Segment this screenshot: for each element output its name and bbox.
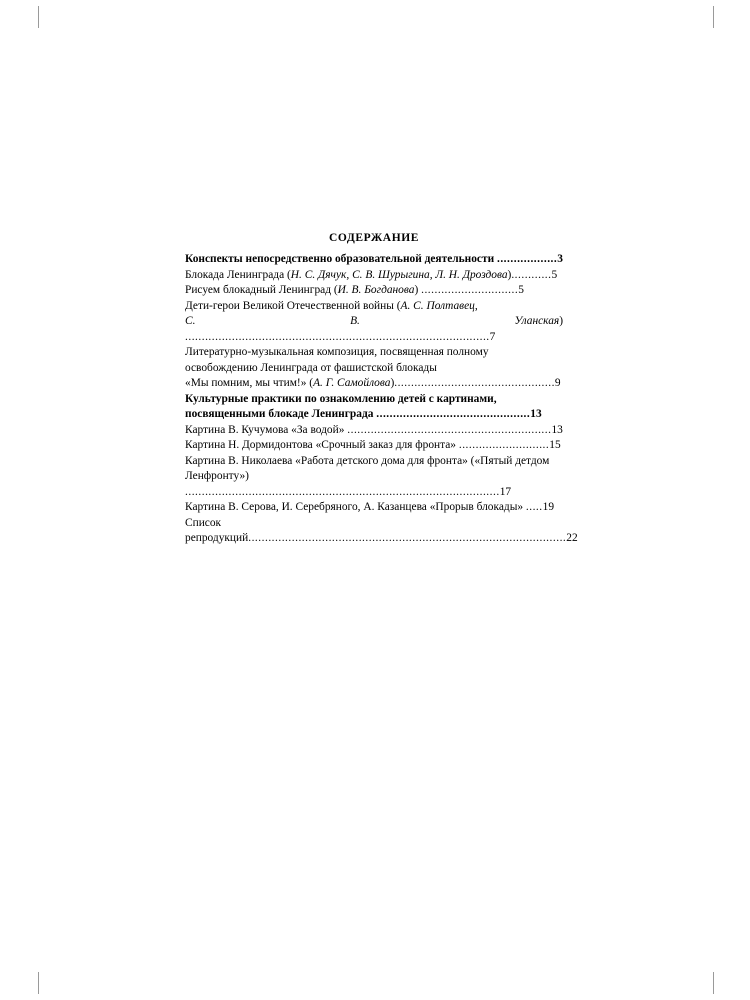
toc-entry-title: ) <box>414 284 422 296</box>
toc-page-number: 13 <box>530 408 542 420</box>
toc-leader-dots: ................................................ <box>394 377 555 389</box>
toc-leader-dots: .................. <box>496 253 558 265</box>
toc-entry-title: ) <box>507 268 512 281</box>
toc-entry[interactable] <box>185 423 563 439</box>
toc-page-number: 7 <box>489 330 496 343</box>
toc-page-number: 13 <box>551 423 563 436</box>
toc-page-number: 19 <box>542 501 555 513</box>
toc-leader-dots: .............................................. <box>376 408 531 420</box>
crop-mark-bottom-right <box>713 972 714 994</box>
toc-page-number: 15 <box>549 439 561 451</box>
toc-entry[interactable] <box>185 268 563 284</box>
crop-mark-bottom-left <box>38 972 39 994</box>
toc-entry[interactable] <box>185 516 578 547</box>
toc-entry-author: С. В. Уланская <box>185 315 560 327</box>
toc-entry[interactable] <box>185 500 563 516</box>
toc-page-number: 5 <box>518 284 524 296</box>
toc-entry-title: Литературно-музыкальная композиция, посвященная полному <box>185 346 489 358</box>
toc-leader-dots: ..... <box>525 501 543 513</box>
toc-entry[interactable] <box>185 299 563 315</box>
toc-entry-author: А. Г. Самойлова <box>313 377 391 389</box>
toc-leader-dots: .............................................................................................. <box>185 485 500 498</box>
toc-entry-title: Культурные практики по ознакомлению детей с картинами, <box>185 392 497 405</box>
toc-entry[interactable] <box>185 361 563 377</box>
toc-entry-title: Список репродукций <box>185 516 249 544</box>
toc-entry-title: ) <box>559 315 563 327</box>
toc-entry[interactable] <box>185 314 563 345</box>
toc-entry-title: Ленфронту») <box>185 470 249 482</box>
toc-page-number: 17 <box>499 485 512 498</box>
toc-entry[interactable] <box>185 469 563 500</box>
crop-mark-top-right <box>713 6 714 28</box>
table-of-contents <box>185 232 578 547</box>
toc-entry-title: освобождению Ленинграда от фашистской блокады <box>185 361 437 374</box>
toc-leader-dots: ............................................................. <box>347 423 552 436</box>
toc-page-number: 3 <box>557 253 563 265</box>
toc-leader-dots: ............................................................................................... <box>248 532 567 544</box>
toc-entry-title: Картина В. Николаева «Работа детского дома для фронта» («Пятый детдом <box>185 454 550 467</box>
toc-entry-author: И. В. Богданова <box>337 284 415 296</box>
toc-leader-dots: ........................... <box>458 439 550 451</box>
toc-entry-title: Конспекты непосредственно образовательной деятельности <box>185 253 497 265</box>
toc-entry[interactable] <box>185 376 563 392</box>
toc-page-number: 9 <box>554 377 561 389</box>
toc-leader-dots: ............................. <box>421 284 519 296</box>
toc-entry-author: Н. С. Дячук, С. В. Шурыгина, Л. Н. Дроздова <box>290 268 508 281</box>
toc-entry-title: посвященными блокаде Ленинграда <box>185 408 377 420</box>
toc-entry[interactable] <box>185 345 563 361</box>
toc-heading: СОДЕРЖАНИЕ <box>328 232 420 244</box>
toc-entry-title: Дети-герои Великой Отечественной войны ( <box>185 299 401 312</box>
toc-entry-title: Картина В. Серова, И. Серебряного, А. Казанцева «Прорыв блокады» <box>185 501 526 513</box>
toc-page-number: 5 <box>551 268 558 281</box>
toc-entry[interactable] <box>185 392 563 408</box>
toc-entry-author: А. С. Полтавец, <box>400 299 478 312</box>
toc-entry[interactable] <box>185 438 563 454</box>
toc-entry-title: ) <box>390 377 395 389</box>
toc-entry-title: Рисуем блокадный Ленинград ( <box>185 284 338 296</box>
toc-page-number: 22 <box>566 532 578 544</box>
toc-entry-title: Блокада Ленинграда ( <box>185 268 291 281</box>
crop-mark-top-left <box>38 6 39 28</box>
toc-entry[interactable] <box>185 407 563 423</box>
toc-entry-title: «Мы помним, мы чтим!» ( <box>185 377 314 389</box>
toc-entry-title: Картина В. Кучумова «За водой» <box>185 423 348 436</box>
toc-entry[interactable] <box>185 283 563 299</box>
toc-leader-dots: ............ <box>511 268 552 281</box>
toc-entry-list <box>185 252 578 547</box>
toc-leader-dots: ........................................................................................... <box>185 330 490 343</box>
toc-entry-title: Картина Н. Дормидонтова «Срочный заказ для фронта» <box>185 439 459 451</box>
toc-entry[interactable] <box>185 454 563 470</box>
toc-entry[interactable] <box>185 252 563 268</box>
